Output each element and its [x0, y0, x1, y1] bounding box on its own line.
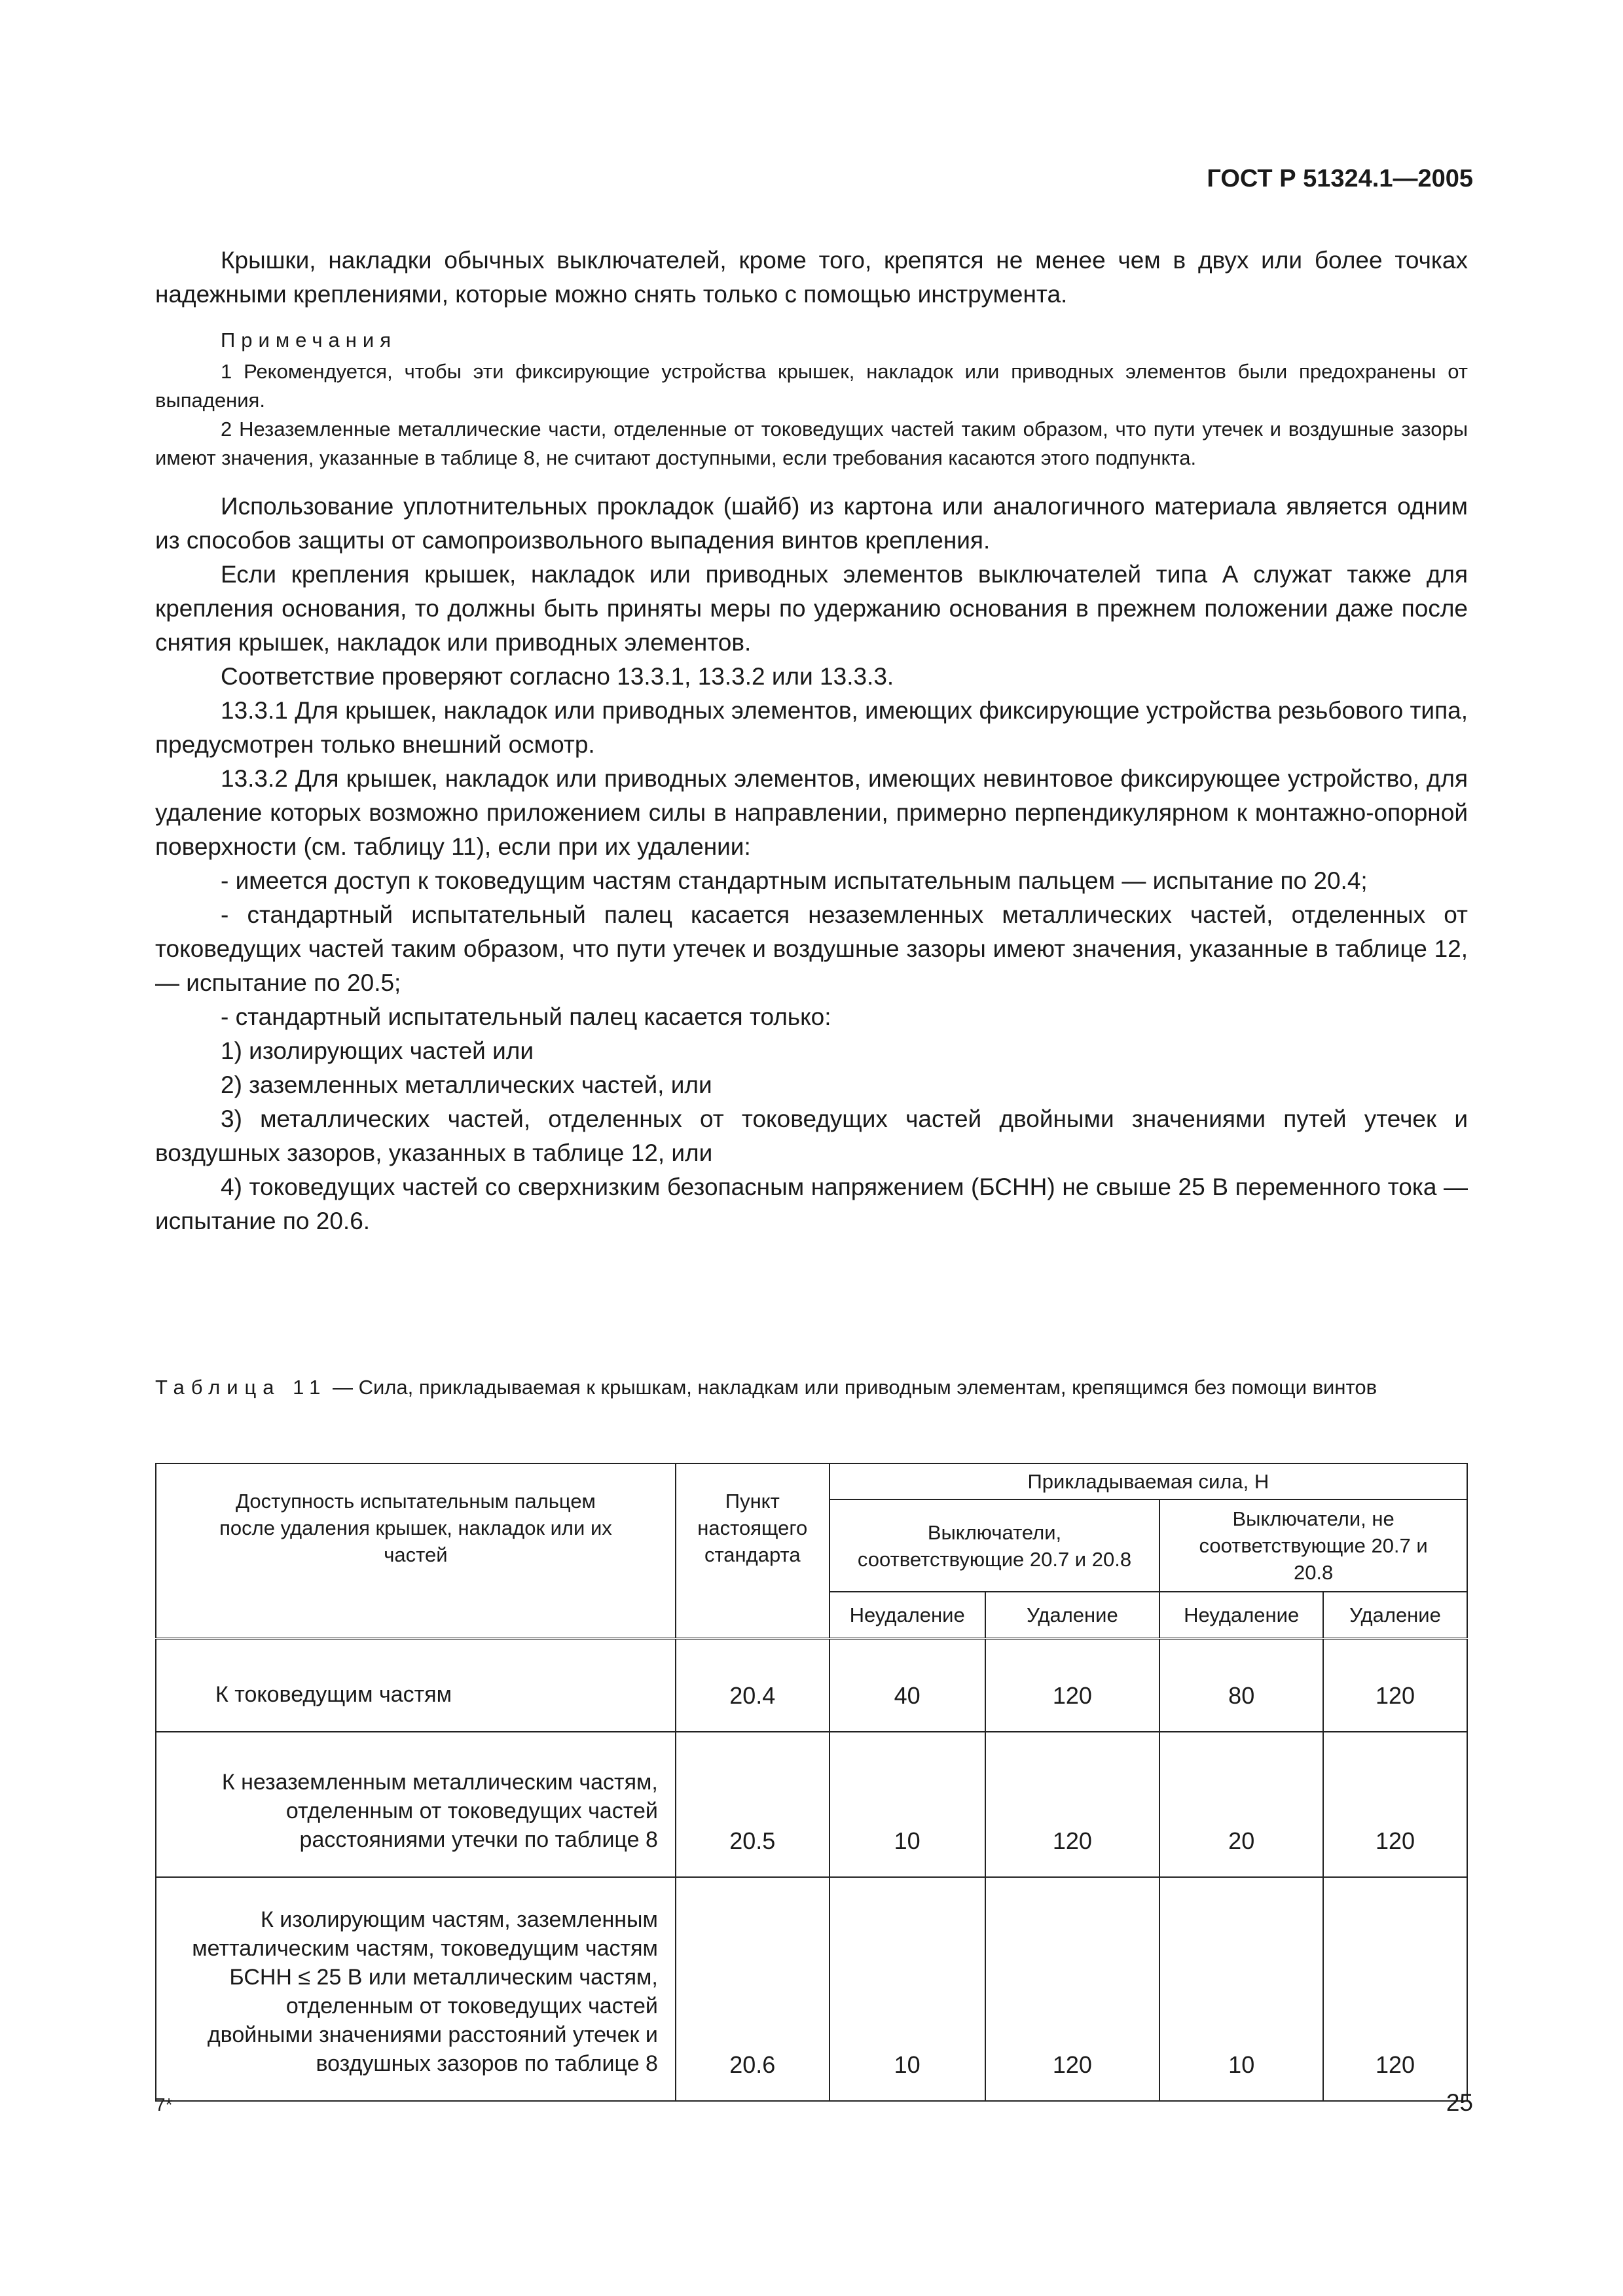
row-description: К изолирующим частям, заземленным метталическим частям, токоведущим частям БСНН ≤ 25 В или металлическим частям, отделенным от токоведущих частей двойными значениями расстояний утечек и воздушных зазоров по таблице 8: [156, 1877, 676, 2101]
row-value: 120: [1323, 1732, 1467, 1877]
table-row: [156, 1639, 1467, 1732]
list-item: 2) заземленных металлических частей, или: [221, 1071, 712, 1098]
row-value: 120: [1323, 1639, 1467, 1732]
document-code: ГОСТ Р 51324.1—2005: [1207, 165, 1473, 192]
row-description: К незаземленным металлическим частям, отделенным от токоведущих частей расстояниями утечки по таблице 8: [156, 1732, 676, 1877]
row-clause: 20.5: [676, 1732, 830, 1877]
table-row: [156, 1877, 1467, 2101]
header-switches-nonconforming: Выключатели, не соответствующие 20.7 и 20.8: [1159, 1499, 1467, 1592]
list-item: - стандартный испытательный палец касается только:: [221, 1003, 831, 1030]
paragraph: 13.3.1 Для крышек, накладок или приводных элементов, имеющих фиксирующие устройства резьбового типа, предусмотрен только внешний осмотр.: [155, 697, 1468, 758]
row-value: 20: [1159, 1732, 1323, 1877]
table-caption-label: Таблица 11: [155, 1376, 327, 1399]
row-value: 120: [1323, 1877, 1467, 2101]
list-item: 1) изолирующих частей или: [221, 1037, 534, 1064]
note-item: 2 Незаземленные металлические части, отделенные от токоведущих частей таким образом, что пути утечек и воздушные зазоры имеют значения, указанные в таблице 8, не считают доступными, если требования касаются этого подпункта.: [155, 418, 1468, 469]
note-item: 1 Рекомендуется, чтобы эти фиксирующие устройства крышек, накладок или приводных элементов были предохранены от выпадения.: [155, 360, 1468, 412]
table-11: [155, 1463, 1468, 2102]
list-item: - стандартный испытательный палец касается незаземленных металлических частей, отделенных от токоведущих частей таким образом, что пути утечек и воздушные зазоры имеют значения, указанные в таблице 12, — испытание по 20.5;: [155, 901, 1468, 996]
notes-block: [155, 326, 1468, 473]
header-switches-conforming: Выключатели, соответствующие 20.7 и 20.8: [830, 1499, 1160, 1592]
table-caption: [155, 1373, 1468, 1402]
paragraph: Соответствие проверяют согласно 13.3.1, 13.3.2 или 13.3.3.: [221, 663, 894, 690]
row-value: 40: [830, 1639, 985, 1732]
row-value: 80: [1159, 1639, 1323, 1732]
list-item: 4) токоведущих частей со сверхнизким безопасным напряжением (БСНН) не свыше 25 В переменного тока — испытание по 20.6.: [155, 1174, 1468, 1234]
signature-mark: 7*: [155, 2094, 173, 2115]
row-clause: 20.4: [676, 1639, 830, 1732]
header-removal: Удаление: [1323, 1592, 1467, 1639]
row-value: 10: [830, 1877, 985, 2101]
header-nonremoval: Неудаление: [830, 1592, 985, 1639]
page-number: 25: [1446, 2089, 1473, 2116]
header-applied-force: Прикладываемая сила, Н: [830, 1463, 1467, 1499]
row-value: 10: [830, 1732, 985, 1877]
row-value: 120: [985, 1877, 1160, 2101]
row-value: 120: [985, 1639, 1160, 1732]
table-row: [156, 1732, 1467, 1877]
header-removal: Удаление: [985, 1592, 1160, 1639]
list-item: 3) металлических частей, отделенных от токоведущих частей двойными значениями путей утечек и воздушных зазоров, указанных в таблице 12, или: [155, 1105, 1468, 1166]
paragraph: 13.3.2 Для крышек, накладок или приводных элементов, имеющих невинтовое фиксирующее устройство, для удаление которых возможно приложением силы в направлении, примерно перпендикулярном к монтажно-опорной поверхности (см. таблицу 11), если при их удалении:: [155, 765, 1468, 860]
table-caption-text: — Сила, прикладываемая к крышкам, накладкам или приводным элементам, крепящимся без помощи винтов: [327, 1376, 1377, 1399]
header-nonremoval: Неудаление: [1159, 1592, 1323, 1639]
row-value: 10: [1159, 1877, 1323, 2101]
intro-paragraph: Крышки, накладки обычных выключателей, кроме того, крепятся не менее чем в двух или более точках надежными креплениями, которые можно снять только с помощью инструмента.: [155, 247, 1468, 308]
paragraph: Использование уплотнительных прокладок (шайб) из картона или аналогичного материала является одним из способов защиты от самопроизвольного выпадения винтов крепления.: [155, 493, 1468, 554]
list-item: - имеется доступ к токоведущим частям стандартным испытательным пальцем — испытание по 20.4;: [221, 867, 1368, 894]
header-accessibility: Доступность испытательным пальцем после удаления крышек, накладок или их частей: [156, 1463, 676, 1639]
paragraph: Если крепления крышек, накладок или приводных элементов выключателей типа А служат также для крепления основания, то должны быть приняты меры по удержанию основания в прежнем положении даже после снятия крышек, накладок или приводных элементов.: [155, 561, 1468, 656]
notes-title: Примечания: [221, 329, 397, 351]
row-value: 120: [985, 1732, 1160, 1877]
row-description: К токоведущим частям: [156, 1639, 676, 1732]
main-text: [155, 243, 1468, 1238]
header-clause: Пункт настоящего стандарта: [676, 1463, 830, 1639]
row-clause: 20.6: [676, 1877, 830, 2101]
